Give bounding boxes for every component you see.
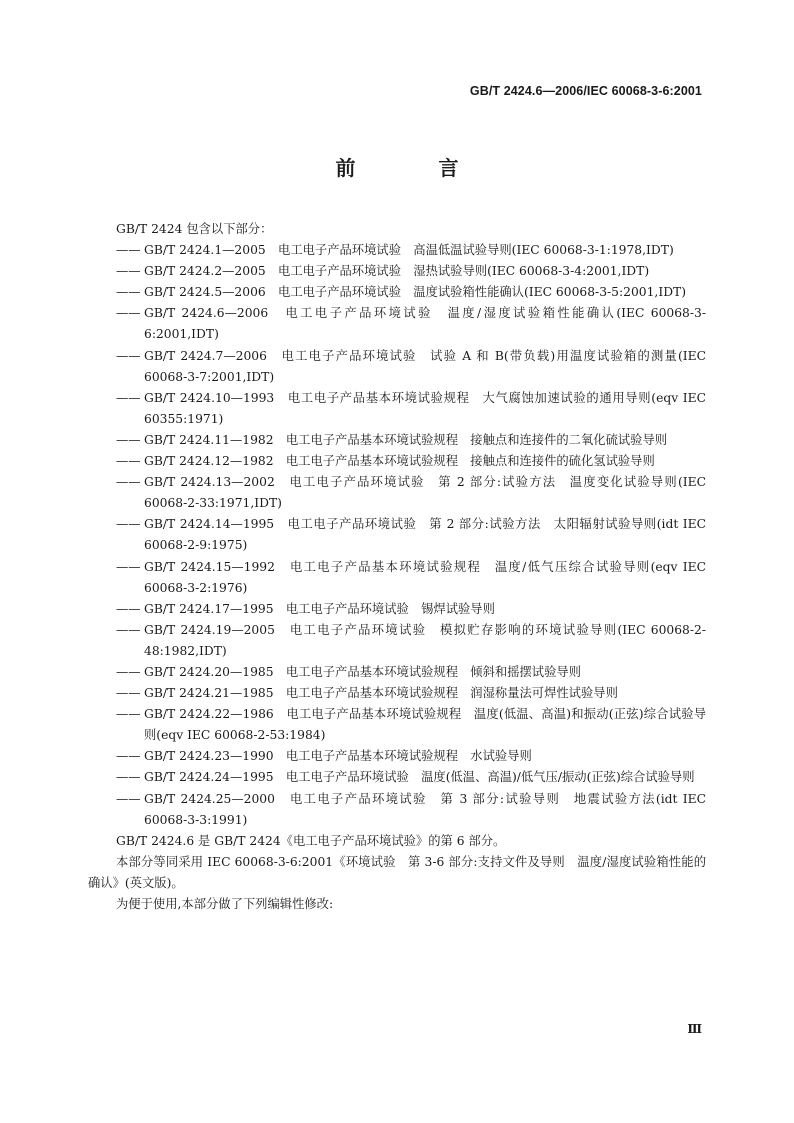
list-item-text: GB/T 2424.20—1985 电工电子产品基本环境试验规程 倾斜和摇摆试验导则 bbox=[144, 664, 581, 679]
list-item bbox=[116, 430, 706, 451]
standard-number: GB/T 2424.6—2006/IEC 60068-3-6:2001 bbox=[469, 84, 702, 98]
list-item-text: GB/T 2424.13—2002 电工电子产品环境试验 第 2 部分:试验方法 温度变化试验导则(IEC 60068-2-33:1971,IDT) bbox=[144, 475, 706, 511]
list-item bbox=[116, 662, 706, 683]
dash-mark: —— bbox=[116, 622, 141, 637]
dash-mark: —— bbox=[116, 454, 141, 469]
list-item-text: GB/T 2424.1—2005 电工电子产品环境试验 高温低温试验导则(IEC 60068-3-1:1978,IDT) bbox=[144, 243, 674, 258]
list-item-text: GB/T 2424.11—1982 电工电子产品基本环境试验规程 接触点和连接件的二氧化硫试验导则 bbox=[144, 432, 668, 447]
dash-mark: —— bbox=[116, 517, 141, 532]
list-item-text: GB/T 2424.25—2000 电工电子产品环境试验 第 3 部分:试验导则 地震试验方法(idt IEC 60068-3-3:1991) bbox=[144, 791, 706, 827]
list-item-text: GB/T 2424.15—1992 电工电子产品基本环境试验规程 温度/低气压综合试验导则(eqv IEC 60068-3-2:1976) bbox=[144, 559, 706, 595]
list-item-text: GB/T 2424.12—1982 电工电子产品基本环境试验规程 接触点和连接件的硫化氢试验导则 bbox=[144, 454, 655, 469]
dash-mark: —— bbox=[116, 264, 141, 279]
document-body bbox=[88, 219, 706, 915]
dash-mark: —— bbox=[116, 432, 141, 447]
list-item-text: GB/T 2424.6—2006 电工电子产品环境试验 温度/湿度试验箱性能确认(IEC 60068-3-6:2001,IDT) bbox=[144, 306, 706, 342]
list-item-text: GB/T 2424.21—1985 电工电子产品基本环境试验规程 润湿称量法可焊性试验导则 bbox=[144, 686, 618, 701]
list-item-text: GB/T 2424.7—2006 电工电子产品环境试验 试验 A 和 B(带负载)用温度试验箱的测量(IEC 60068-3-7:2001,IDT) bbox=[144, 348, 706, 384]
list-item bbox=[116, 767, 706, 788]
dash-mark: —— bbox=[116, 348, 141, 363]
list-item bbox=[116, 746, 706, 767]
list-item bbox=[116, 620, 706, 662]
list-item bbox=[116, 282, 706, 303]
dash-mark: —— bbox=[116, 559, 141, 574]
list-item bbox=[116, 261, 706, 282]
dash-mark: —— bbox=[116, 686, 141, 701]
paragraph-edits: 为便于使用,本部分做了下列编辑性修改: bbox=[116, 897, 334, 911]
dash-mark: —— bbox=[116, 749, 141, 764]
intro-line: GB/T 2424 包含以下部分： bbox=[116, 222, 273, 236]
list-item bbox=[116, 704, 706, 746]
page-title: 前 言 bbox=[335, 156, 497, 180]
list-item-text: GB/T 2424.17—1995 电工电子产品环境试验 锡焊试验导则 bbox=[144, 601, 495, 616]
list-item bbox=[116, 472, 706, 514]
list-item-text: GB/T 2424.22—1986 电工电子产品基本环境试验规程 温度(低温、高温)和振动(正弦)综合试验导则(eqv IEC 60068-2-53:1984) bbox=[144, 707, 706, 743]
dash-mark: —— bbox=[116, 390, 141, 405]
list-item-text: GB/T 2424.5—2006 电工电子产品环境试验 温度试验箱性能确认(IEC 60068-3-5:2001,IDT) bbox=[144, 285, 687, 300]
list-item bbox=[116, 303, 706, 345]
dash-mark: —— bbox=[116, 791, 141, 806]
dash-mark: —— bbox=[116, 306, 141, 321]
list-item-text: GB/T 2424.10—1993 电工电子产品基本环境试验规程 大气腐蚀加速试验的通用导则(eqv IEC 60355:1971) bbox=[144, 390, 706, 426]
dash-mark: —— bbox=[116, 664, 141, 679]
list-item bbox=[116, 240, 706, 261]
list-item bbox=[116, 683, 706, 704]
dash-mark: —— bbox=[116, 285, 141, 300]
list-item bbox=[116, 599, 706, 620]
standards-list bbox=[116, 240, 706, 831]
list-item-text: GB/T 2424.24—1995 电工电子产品环境试验 温度(低温、高温)/低气压/振动(正弦)综合试验导则 bbox=[144, 770, 695, 785]
dash-mark: —— bbox=[116, 707, 141, 722]
page-number: Ⅲ bbox=[687, 1022, 702, 1036]
list-item-text: GB/T 2424.19—2005 电工电子产品环境试验 模拟贮存影响的环境试验导则(IEC 60068-2-48:1982,IDT) bbox=[144, 622, 706, 658]
paragraph-adoption: 本部分等同采用 IEC 60068-3-6:2001《环境试验 第 3-6 部分:支持文件及导则 温度/湿度试验箱性能的确认》(英文版)。 bbox=[88, 854, 706, 890]
list-item bbox=[116, 346, 706, 388]
list-item-text: GB/T 2424.23—1990 电工电子产品基本环境试验规程 水试验导则 bbox=[144, 749, 532, 764]
dash-mark: —— bbox=[116, 243, 141, 258]
dash-mark: —— bbox=[116, 601, 141, 616]
list-item bbox=[116, 789, 706, 831]
list-item bbox=[116, 451, 706, 472]
list-item bbox=[116, 514, 706, 556]
list-item bbox=[116, 388, 706, 430]
paragraph-part-statement: GB/T 2424.6 是 GB/T 2424《电工电子产品环境试验》的第 6 部分。 bbox=[116, 833, 506, 848]
dash-mark: —— bbox=[116, 770, 141, 785]
list-item-text: GB/T 2424.14—1995 电工电子产品环境试验 第 2 部分:试验方法 太阳辐射试验导则(idt IEC 60068-2-9:1975) bbox=[144, 517, 706, 553]
dash-mark: —— bbox=[116, 475, 141, 490]
list-item bbox=[116, 557, 706, 599]
list-item-text: GB/T 2424.2—2005 电工电子产品环境试验 湿热试验导则(IEC 60068-3-4:2001,IDT) bbox=[144, 264, 650, 279]
